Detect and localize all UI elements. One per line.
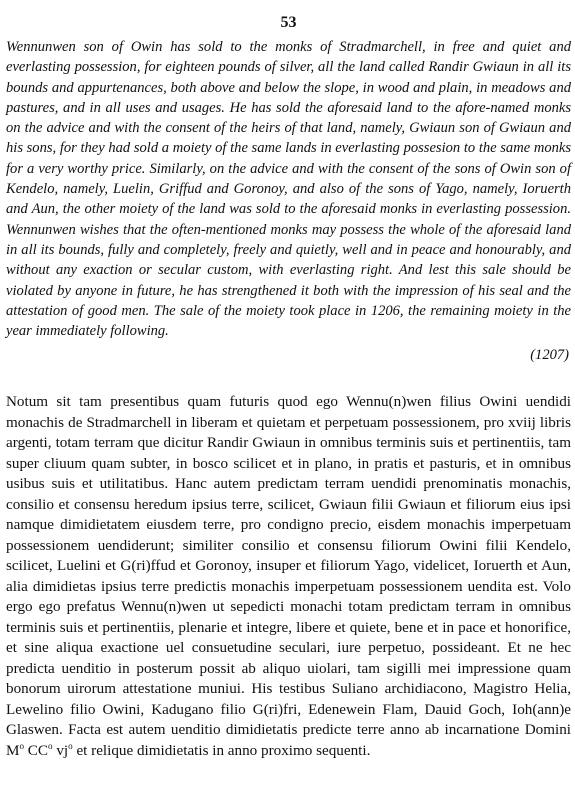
- latin-charter-paragraph: [6, 392, 571, 761]
- date-superscript-1: o: [19, 740, 25, 751]
- latin-date-mid: CC: [24, 741, 48, 759]
- page-number: 53: [280, 14, 297, 31]
- latin-text-end: et relique dimidietatis in anno proximo sequenti.: [72, 741, 371, 759]
- latin-date-after: vj: [52, 741, 69, 759]
- english-translation-paragraph: Wennunwen son of Owin has sold to the monks of Stradmarchell, in free and quiet and everlasting possession, for eighteen pounds of silver, all the land called Randir Gwiaun in all its bounds and appurtenances, both above and below the slope, in wood and plain, in meadows and pastures, and in all uses and usages. He has sold the aforesaid land to the afore-named monks on the advice and with the consent of the heirs of that land, namely, Gwiaun son of Gwiaun and his sons, for they had sold a moiety of the same lands in everlasting possesion to the same monks for a very worthy price. Similarly, on the advice and with the consent of the sons of Owin son of Kendelo, namely, Luelin, Griffud and Goronoy, and also of the sons of Yago, namely, Ioruerth and Aun, the other moiety of the land was sold to the aforesaid monks in everlasting possession. Wennunwen wishes that the often-mentioned monks may possess the whole of the aforesaid land in all its bounds, fully and completely, freely and quietly, well and in peace and honourably, and without any exaction or secular custom, with everlasting right. And lest this sale should be violated by anyone in future, he has strengthened it both with the impression of his seal and the attestation of good men. The sale of the moiety took place in 1206, the remaining moiety in the year immediately following.: [6, 39, 571, 340]
- latin-text-main: Notum sit tam presentibus quam futuris quod ego Wennu(n)wen filius Owini uendidi monachis de Stradmarchell in liberam et quietam et perpetuam possessionem, pro xviij libris argenti, totam terram que dicitur Randir Gwiaun in omnibus terminis suis et pertinentiis, tam super cliuum quam subter, in bosco scilicet et in plano, in pratis et pasturis, et in omnibus usibus suis et utilitatibus. Hanc autem predictam terram uendidi prenominatis monachis, consilio et consensu heredum ipsius terre, scilicet, Gwiaun filii Gwiaun et filiorum eius ipsi namque dimidietatem eiusdem terre, pro condigno precio, eisdem monachis imperpetuam possessionem uendiderunt; similiter consilio et consensu filiorum Owini filii Kendelo, scilicet, Luelini et G(ri)ffud et Goronoy, insuper et filiorum Yago, videlicet, Ioruerth et Aun, alia dimidietas ipsius terre predictis monachis imperpetuam possessionem uendita est. Volo ergo ego prefatus Wennu(n)wen ut sepedicti monachi totam predictam terram in omnibus terminis suis et pertinentiis, plenarie et integre, libere et quiete, bene et in pace et honorifice, et sine aliqua exactione uel consuetudine seculari, iure perpetuo, possideant. Et ne hec predicta uenditio in posterum possit ab aliquo uiolari, tam sigilli mei impressione quam bonorum uirorum attestatione muniui. His testibus Suliano archidiacono, Magistro Helia, Lewelino filio Owini, Kadugano filio G(ri)fri, Edenewein Flam, Dauid Goch, Ioh(ann)e Glaswen. Facta est autem uenditio dimidietatis predicte terre anno ab incarnatione Domini M: [6, 393, 571, 759]
- charter-date: (1207): [530, 347, 569, 364]
- date-superscript-3: o: [68, 740, 73, 751]
- date-superscript-2: o: [48, 740, 53, 751]
